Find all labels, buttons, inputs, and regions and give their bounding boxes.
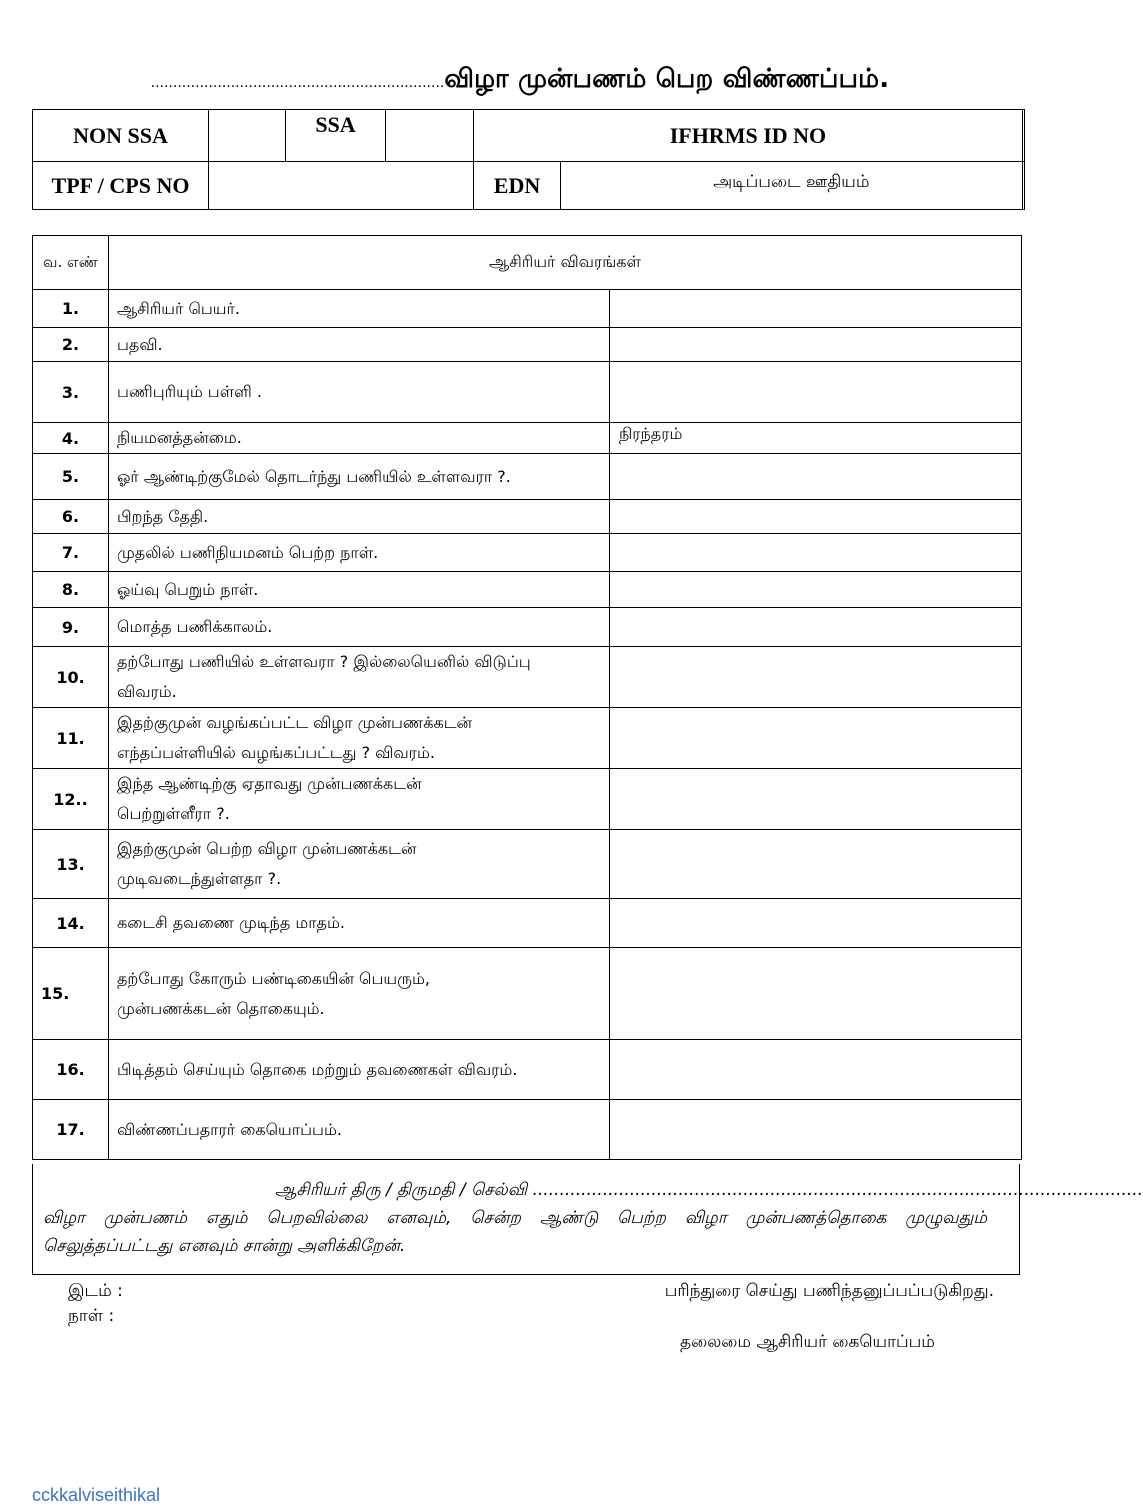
row-number: 8. (33, 572, 109, 608)
row-number: 12.. (33, 769, 109, 830)
ssa-label: SSA (286, 110, 386, 162)
title-blank: .................................................................. (150, 75, 445, 91)
ifhrms-label: IFHRMS ID NO (474, 110, 1023, 162)
table-row (33, 362, 1022, 423)
row-value[interactable] (610, 769, 1022, 830)
row-number: 4. (33, 423, 109, 454)
forward-note: பரிந்துரை செய்து பணிந்தனுப்பப்படுகிறது. (664, 1281, 994, 1301)
details-table (32, 235, 1022, 1160)
table-row (33, 572, 1022, 608)
non-ssa-value[interactable] (209, 110, 286, 162)
row-number: 3. (33, 362, 109, 423)
non-ssa-label: NON SSA (33, 110, 209, 162)
row-label: இதற்குமுன் வழங்கப்பட்ட விழா முன்பணக்கடன் எந்தப்பள்ளியில் வழங்கப்பட்டது ? விவரம். (109, 708, 610, 769)
headmaster-signature-label: தலைமை ஆசிரியர் கையொப்பம் (680, 1332, 935, 1352)
header-table (32, 109, 1025, 210)
row-label: தற்போது கோரும் பண்டிகையின் பெயரும், முன்பணக்கடன் தொகையும். (109, 948, 610, 1040)
row-label: தற்போது பணியில் உள்ளவரா ? இல்லையெனில் விடுப்பு விவரம். (109, 647, 610, 708)
row-label: பணிபுரியும் பள்ளி . (109, 362, 610, 423)
row-value[interactable] (610, 1100, 1022, 1160)
row-label: ஓர் ஆண்டிற்குமேல் தொடர்ந்து பணியில் உள்ளவரா ?. (109, 454, 610, 500)
table-row (33, 1100, 1022, 1160)
row-label: நியமனத்தன்மை. (109, 423, 610, 454)
row-value[interactable] (610, 830, 1022, 899)
row-label: கடைசி தவணை முடிந்த மாதம். (109, 899, 610, 948)
row-label: இந்த ஆண்டிற்கு ஏதாவது முன்பணக்கடன் பெற்றுள்ளீரா ?. (109, 769, 610, 830)
table-row (33, 500, 1022, 534)
table-row (33, 534, 1022, 572)
row-number: 2. (33, 328, 109, 362)
table-row (33, 328, 1022, 362)
row-number: 11. (33, 708, 109, 769)
ssa-value[interactable] (386, 110, 474, 162)
row-value[interactable] (610, 608, 1022, 647)
teacher-details-header: ஆசிரியர் விவரங்கள் (109, 236, 1022, 290)
row-number: 13. (33, 830, 109, 899)
title-text: விழா முன்பணம் பெற விண்ணப்பம். (444, 64, 890, 94)
table-row (33, 1040, 1022, 1100)
certificate-line-3: செலுத்தப்பட்டது எனவும் சான்று அளிக்கிறேன். (43, 1236, 406, 1256)
row-label: விண்ணப்பதாரர் கையொப்பம். (109, 1100, 610, 1160)
row-label: பதவி. (109, 328, 610, 362)
table-row (33, 290, 1022, 328)
row-value[interactable] (610, 647, 1022, 708)
row-value[interactable] (610, 899, 1022, 948)
row-label: இதற்குமுன் பெற்ற விழா முன்பணக்கடன் முடிவடைந்துள்ளதா ?. (109, 830, 610, 899)
edn-label: EDN (474, 162, 561, 210)
serial-number-header: வ. எண் (33, 236, 109, 290)
row-label: ஆசிரியர் பெயர். (109, 290, 610, 328)
row-value[interactable] (610, 328, 1022, 362)
tpf-label: TPF / CPS NO (33, 162, 209, 210)
row-value[interactable] (610, 948, 1022, 1040)
row-label: பிறந்த தேதி. (109, 500, 610, 534)
row-value[interactable] (610, 454, 1022, 500)
row-label: ஓய்வு பெறும் நாள். (109, 572, 610, 608)
table-row (33, 423, 1022, 454)
row-value[interactable] (610, 1040, 1022, 1100)
row-label: பிடித்தம் செய்யும் தொகை மற்றும் தவணைகள் விவரம். (109, 1040, 610, 1100)
row-label: மொத்த பணிக்காலம். (109, 608, 610, 647)
table-row (33, 948, 1022, 1040)
table-row (33, 899, 1022, 948)
row-number: 5. (33, 454, 109, 500)
row-value[interactable] (610, 534, 1022, 572)
row-number: 1. (33, 290, 109, 328)
date-label: நாள் : (68, 1306, 115, 1326)
certificate-line-2: விழா முன்பணம் எதும் பெறவில்லை எனவும், சென்ற ஆண்டு பெற்ற விழா முன்பணத்தொகை முழுவதும் (43, 1208, 987, 1228)
certificate-box (32, 1164, 1143, 1275)
row-label: முதலில் பணிநியமனம் பெற்ற நாள். (109, 534, 610, 572)
row-number: 9. (33, 608, 109, 647)
table-row (33, 769, 1022, 830)
table-row (33, 647, 1022, 708)
basic-pay-label: அடிப்படை ஊதியம் (561, 162, 1023, 210)
basic-pay-value[interactable] (1022, 162, 1024, 210)
table-row (33, 708, 1022, 769)
row-value[interactable]: நிரந்தரம் (610, 423, 1022, 454)
certificate-line-1: ஆசிரியர் திரு / திருமதி / செல்வி ................................................................................................................. (275, 1180, 1143, 1200)
row-number: 6. (33, 500, 109, 534)
row-number: 10. (33, 647, 109, 708)
row-value[interactable] (610, 290, 1022, 328)
row-number: 16. (33, 1040, 109, 1100)
row-value[interactable] (610, 362, 1022, 423)
row-number: 7. (33, 534, 109, 572)
row-number: 17. (33, 1100, 109, 1160)
form-title (0, 64, 1040, 97)
place-label: இடம் : (68, 1281, 123, 1301)
row-number: 14. (33, 899, 109, 948)
row-value[interactable] (610, 572, 1022, 608)
tpf-value[interactable] (209, 162, 474, 210)
row-value[interactable] (610, 708, 1022, 769)
row-value[interactable] (610, 500, 1022, 534)
ifhrms-value[interactable] (1022, 110, 1024, 162)
table-row (33, 454, 1022, 500)
table-row (33, 830, 1022, 899)
row-number: 15. (33, 948, 109, 1040)
table-row (33, 608, 1022, 647)
source-watermark: cckkalviseithikal (32, 1485, 161, 1505)
